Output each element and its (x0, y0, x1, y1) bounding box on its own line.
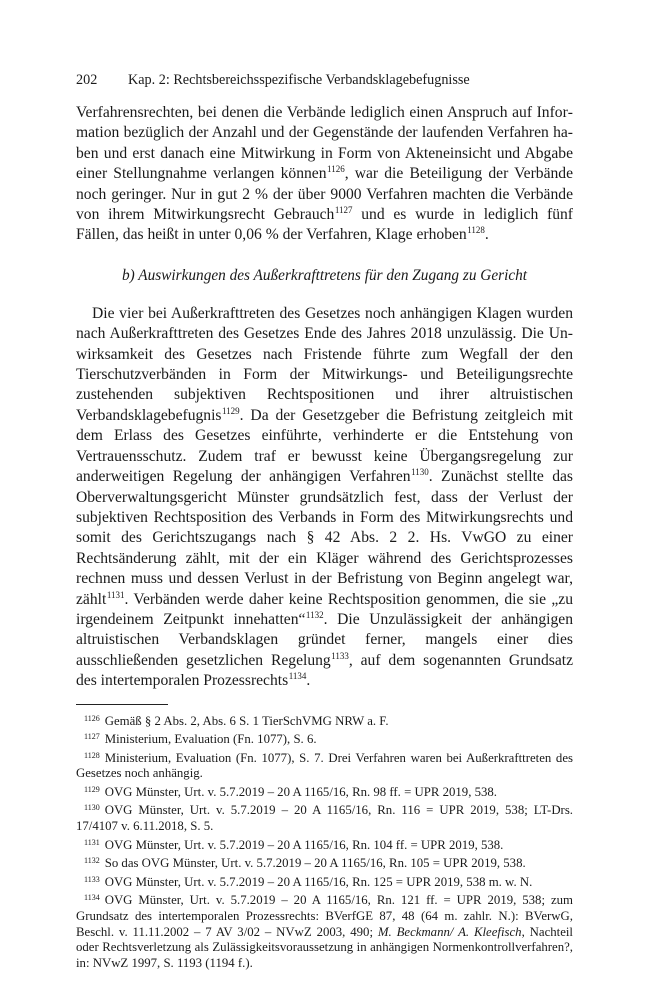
footnote-text: OVG Münster, Urt. v. 5.7.2019 – 20 A 1165/16, Rn. 125 = UPR 2019, 538 m. w. N. (104, 874, 533, 889)
main-text (76, 103, 573, 692)
text-run: Die vier bei Außerkrafttreten des Gesetzes noch anhängigen Klagen wurden nach Außerkrafttreten des Gesetzes Ende des Jahres 2018 unzulässig. Die Unwirksamkeit des Gesetzes nach Fristende führte zum Wegfall der den Tierschutzverbänden in Form der Mitwirkungs- und Beteiligungsrechte zustehenden subjektiven Rechtspositionen und ihrer altruistischen Verbandsklagebefugnis (76, 304, 573, 424)
footnote-text: Ministerium, Evaluation (Fn. 1077), S. 6. (104, 732, 317, 747)
footnote-1131 (76, 838, 573, 854)
text-run: und es wurde in lediglich fünf Fällen, das heißt in unter 0,06 % der Verfahren, Klage erhoben (76, 206, 573, 244)
footnote-number: 1133 (84, 874, 100, 884)
footnote-text: So das OVG Münster, Urt. v. 5.7.2019 – 20 A 1165/16, Rn. 105 = UPR 2019, 538. (104, 856, 526, 871)
text-run: . Verbänden werde daher keine Rechtsposition genommen, die sie „zu irgendeinem Zeitpunkt innehatten“ (76, 590, 573, 628)
footnote-1129 (76, 785, 573, 801)
footnote-1134 (76, 893, 573, 972)
footnote-1128 (76, 751, 573, 783)
text-run: . Da der Gesetzgeber die Befristung zeitgleich mit dem Erlass des Gesetzes einführte, verhinderte er die Entstehung von Vertrauensschutz. Zudem traf er bewusst keine Übergangsregelung zur anderweitigen Regelung der anhängigen Verfahren (76, 406, 573, 486)
cited-authors: M. Beckmann/ A. Kleefisch (377, 924, 522, 939)
footnote-number: 1126 (84, 713, 100, 723)
text-run: , war die Beteiligung der Verbände noch geringer. Nur in gut 2 % der über 9000 Verfahren machten die Verbände von ihrem Mitwirkungsrecht Gebrauch (76, 165, 573, 224)
footnote-number: 1127 (84, 732, 100, 742)
footnote-ref-1129[interactable]: 1129 (222, 405, 240, 416)
paragraph-2 (76, 304, 573, 692)
running-head (76, 70, 573, 90)
section-heading: b) Auswirkungen des Außerkrafttretens für den Zugang zu Gericht (121, 266, 528, 284)
footnote-ref-1132[interactable]: 1132 (305, 609, 324, 620)
footnote-text: Ministerium, Evaluation (Fn. 1077), S. 7. Drei Verfahren waren bei Außerkrafttreten des Gesetzes noch anhängig. (76, 750, 573, 781)
footnote-text: OVG Münster, Urt. v. 5.7.2019 – 20 A 1165/16, Rn. 116 = UPR 2019, 538; LT-Drs. 17/4107 v. 6.11.2018, S. 5. (76, 803, 573, 834)
footnote-separator (76, 704, 168, 705)
footnote-ref-1127[interactable]: 1127 (334, 205, 353, 216)
footnote-ref-1133[interactable]: 1133 (331, 650, 349, 661)
text-run: . (306, 672, 311, 690)
footnote-text: , Nachteil oder Rechtsverletzung als Zulässigkeitsvoraussetzung in anhängigen Normenkontrollverfahren?, in: NVwZ 1997, S. 1193 (1194 f.). (76, 924, 573, 971)
footnote-1126 (76, 714, 573, 730)
footnote-ref-1128[interactable]: 1128 (467, 225, 485, 236)
footnote-ref-1131[interactable]: 1131 (106, 589, 125, 600)
footnote-ref-1130[interactable]: 1130 (411, 467, 429, 478)
footnote-text: OVG Münster, Urt. v. 5.7.2019 – 20 A 1165/16, Rn. 98 ff. = UPR 2019, 538. (104, 784, 497, 799)
footnote-1130 (76, 803, 573, 835)
chapter-title: Kap. 2: Rechtsbereichsspezifische Verbandsklagebefugnisse (128, 72, 470, 88)
footnote-1133 (76, 875, 573, 891)
footnote-text: OVG Münster, Urt. v. 5.7.2019 – 20 A 1165/16, Rn. 104 ff. = UPR 2019, 538. (104, 837, 504, 852)
footnote-1127 (76, 732, 573, 748)
page-number: 202 (76, 72, 98, 88)
footnotes (76, 714, 573, 972)
book-page (76, 70, 573, 975)
footnote-number: 1132 (84, 856, 100, 866)
footnote-number: 1130 (84, 803, 100, 813)
footnote-text: OVG Münster, Urt. v. 5.7.2019 – 20 A 1165/16, Rn. 121 ff. = UPR 2019, 538; zum Grundsatz des intertemporalen Prozessrechts: BVerfGE 87, 48 (64 m. zahlr. N.): BVerwG, Beschl. v. 11.11.2002 – 7 AV 3/02 – NVwZ 2003, 490; (76, 893, 573, 939)
paragraph-1 (76, 103, 573, 246)
text-run: Verfahrensrechten, bei denen die Verbände lediglich einen Anspruch auf Information bezüglich der Anzahl und der Gegenstände der laufenden Verfahren haben und erst danach eine Mitwirkung in Form von Akteneinsicht und Abgabe einer Stellungnahme verlangen können (76, 104, 573, 183)
footnote-ref-1134[interactable]: 1134 (288, 671, 307, 682)
footnote-number: 1134 (84, 893, 100, 903)
footnote-number: 1129 (84, 784, 100, 794)
footnote-ref-1126[interactable]: 1126 (327, 164, 345, 175)
footnote-number: 1128 (84, 750, 100, 760)
text-run: . Zunächst stellte das Oberverwaltungsgericht Münster grundsätzlich fest, dass der Verlust der subjektiven Rechtsposition des Verbands in Form des Mitwirkungsrechts und somit des Gerichtszugangs nach § 42 Abs. 2 2. Hs. VwGO zu einer Rechtsänderung zählt, mit der ein Kläger während des Gerichtsprozesses rechnen muss und dessen Verlust in der Befristung von Beginn angelegt war, zählt (76, 468, 573, 608)
footnote-1132 (76, 856, 573, 872)
footnote-text: Gemäß § 2 Abs. 2, Abs. 6 S. 1 TierSchVMG NRW a. F. (104, 713, 389, 728)
text-run: . (484, 226, 489, 244)
text-run: , auf dem sogenannten Grundsatz des intertemporalen Prozessrechts (76, 651, 573, 690)
text-run: . Die Unzulässigkeit der anhängigen altruistischen Verbandsklagen gründet ferner, mangels einer dies ausschließenden gesetzlichen Regelung (76, 610, 573, 669)
footnote-number: 1131 (84, 837, 100, 847)
